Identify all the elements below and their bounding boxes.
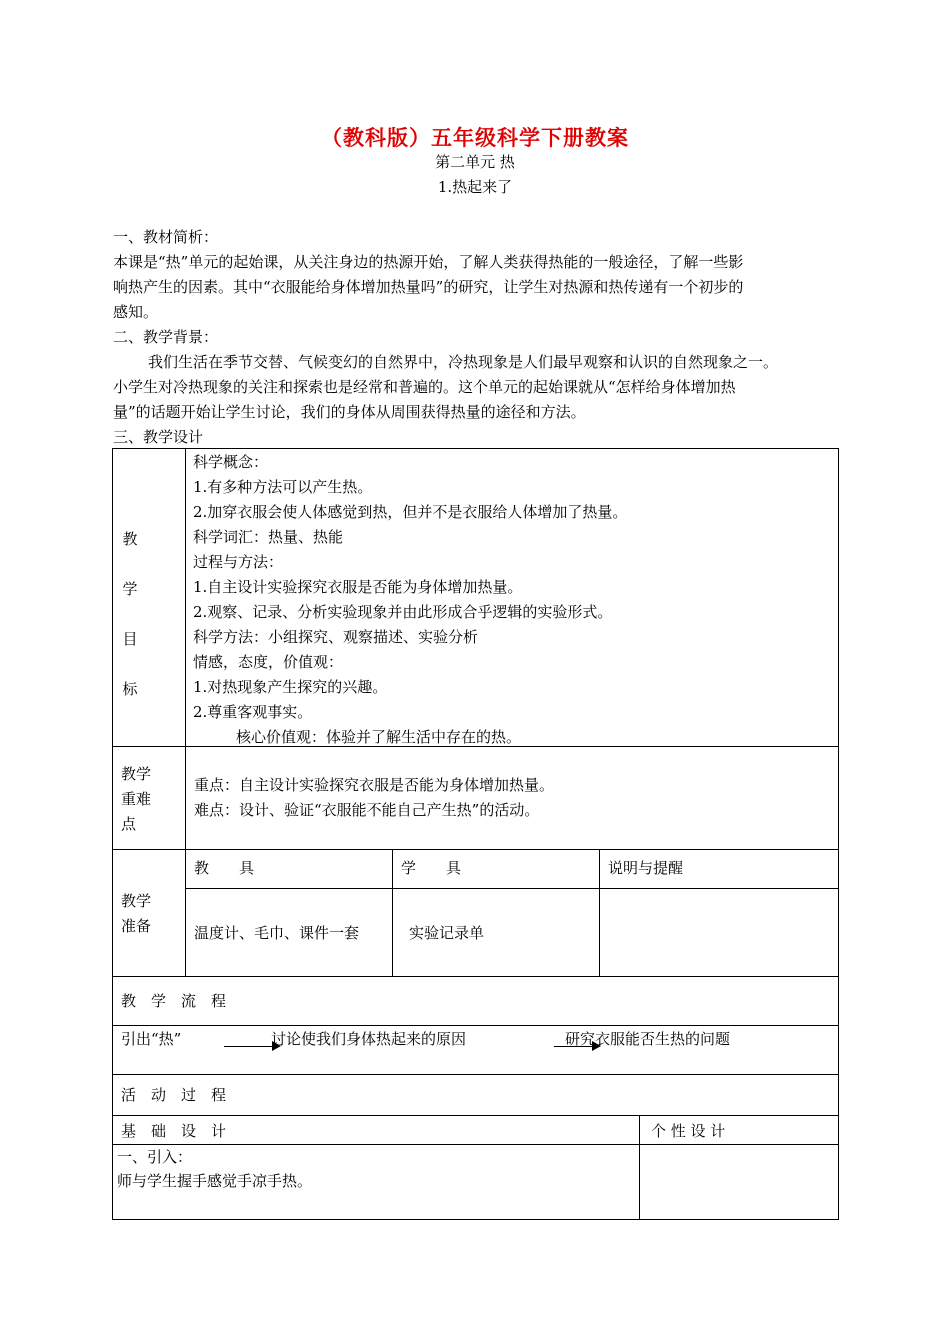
goals-line: 核心价值观：体验并了解生活中存在的热。: [236, 728, 522, 746]
section-heading-background: 二、教学背景：: [113, 328, 219, 346]
goals-line: 情感，态度，价值观：: [193, 653, 344, 671]
section-heading-analysis: 一、教材简析：: [113, 228, 219, 246]
paragraph-line: 感知。: [113, 303, 159, 321]
paragraph-line: 小学生对冷热现象的关注和探索也是经常和普遍的。这个单元的起始课就从“怎样给身体增加热: [113, 378, 736, 396]
key-point: 重点：自主设计实验探究衣服是否能为身体增加热量。: [194, 776, 555, 794]
goals-line: 1.有多种方法可以产生热。: [193, 478, 373, 496]
basic-design-heading: 基 础 设 计: [121, 1122, 227, 1140]
flow-step-2: 讨论使我们身体热起来的原因: [271, 1030, 467, 1048]
goals-line: 2.尊重客观事实。: [193, 703, 313, 721]
flow-heading: 教 学 流 程: [121, 992, 227, 1010]
goals-label-char: 目: [122, 630, 138, 648]
goals-label-char: 学: [122, 580, 138, 598]
goals-label-char: 标: [122, 680, 138, 698]
prep-label-line: 教学: [121, 892, 152, 910]
prep-label-line: 准备: [121, 917, 152, 935]
prep-header-teacher-tools: 教 具: [194, 859, 255, 877]
document-title: （教科版）五年级科学下册教案: [321, 126, 629, 150]
goals-label-char: 教: [122, 530, 138, 548]
lesson-title: 1.热起来了: [437, 178, 513, 196]
flow-step-1: 引出“热”: [121, 1030, 182, 1048]
goals-line: 1.对热现象产生探究的兴趣。: [193, 678, 388, 696]
goals-line: 2.加穿衣服会使人体感觉到热，但并不是衣服给人体增加了热量。: [193, 503, 628, 521]
prep-student-tools: 实验记录单: [409, 924, 485, 942]
goals-line: 过程与方法：: [193, 553, 284, 571]
activity-heading: 活 动 过 程: [121, 1086, 227, 1104]
intro-heading: 一、引入：: [117, 1148, 193, 1166]
goals-line: 科学概念：: [193, 453, 269, 471]
prep-header-student-tools: 学 具: [401, 859, 462, 877]
flow-step-3: 研究衣服能否生热的问题: [565, 1030, 731, 1048]
goals-line: 科学方法：小组探究、观察描述、实验分析: [193, 628, 479, 646]
paragraph-line: 响热产生的因素。其中“衣服能给身体增加热量吗”的研究，让学生对热源和热传递有一个初步的: [113, 278, 744, 296]
intro-text: 师与学生握手感觉手凉手热。: [117, 1172, 313, 1190]
key-label-line: 教学: [121, 765, 152, 783]
paragraph-line: 我们生活在季节交替、气候变幻的自然界中，冷热现象是人们最早观察和认识的自然现象之一。: [148, 353, 779, 371]
goals-line: 科学词汇：热量、热能: [193, 528, 344, 546]
paragraph-line: 本课是“热”单元的起始课，从关注身边的热源开始，了解人类获得热能的一般途径，了解一些影: [113, 253, 744, 271]
section-heading-design: 三、教学设计: [113, 428, 204, 446]
key-label-line: 重难: [121, 790, 152, 808]
personal-design-heading: 个 性 设 计: [651, 1122, 726, 1140]
difficult-point: 难点：设计、验证“衣服能不能自己产生热”的活动。: [194, 801, 540, 819]
goals-line: 1.自主设计实验探究衣服是否能为身体增加热量。: [193, 578, 523, 596]
flow-arrow-1: [224, 1046, 274, 1047]
unit-title: 第二单元 热: [435, 153, 515, 171]
prep-teacher-tools: 温度计、毛巾、课件一套: [194, 924, 360, 942]
goals-line: 2.观察、记录、分析实验现象并由此形成合乎逻辑的实验形式。: [193, 603, 613, 621]
paragraph-line: 量”的话题开始让学生讨论，我们的身体从周围获得热量的途径和方法。: [113, 403, 586, 421]
key-label-line: 点: [121, 815, 137, 833]
prep-header-notes: 说明与提醒: [608, 859, 684, 877]
